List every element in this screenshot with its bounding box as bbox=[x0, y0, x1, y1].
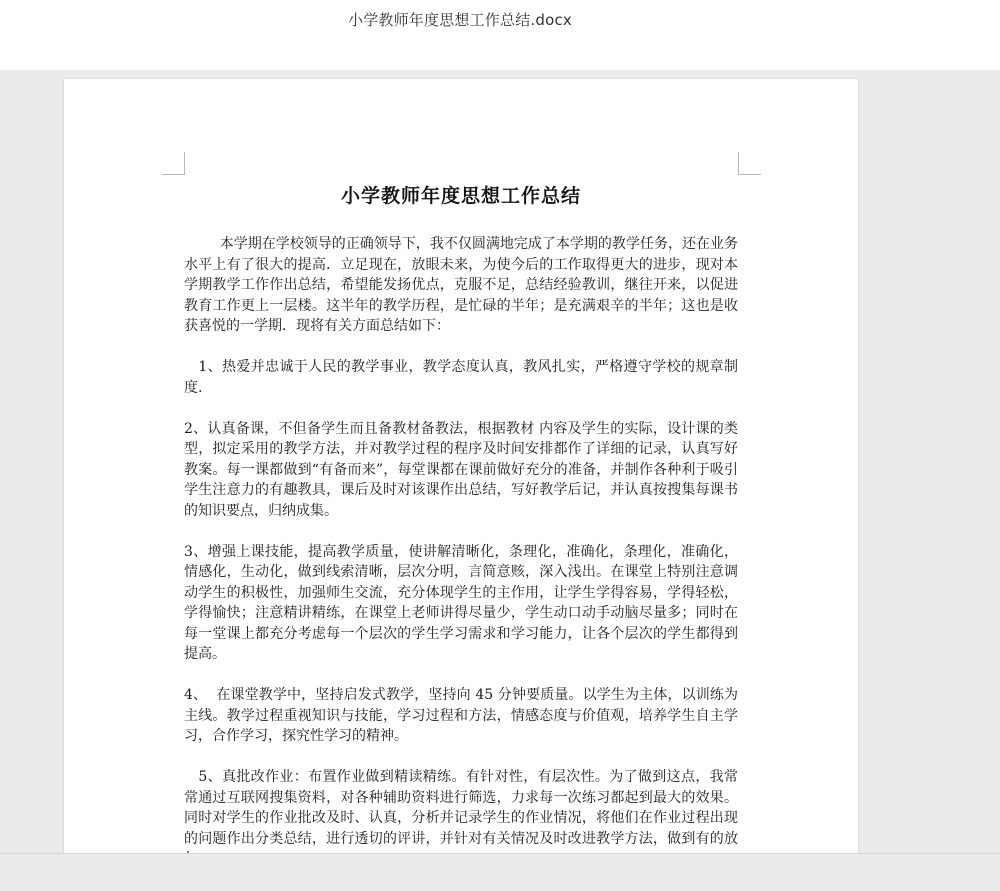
document-body bbox=[184, 234, 738, 890]
paragraph-intro: 本学期在学校领导的正确领导下，我不仅圆满地完成了本学期的教学任务，还在业务水平上有了很大的提高．立足现在，放眼未来，为使今后的工作取得更大的进步，现对本学期教学工作作出总结，希望能发扬优点，克服不足，总结经验教训，继往开来，以促进教育工作更上一层楼。这半年的教学历程，是忙碌的半年；是充满艰辛的半年；这也是收获喜悦的一学期．现将有关方面总结如下： bbox=[184, 236, 739, 334]
margin-corner-top-left bbox=[162, 152, 185, 175]
paragraph-item-2: 2、认真备课，不但备学生而且备教材备教法，根据教材 内容及学生的实际，设计课的类型，拟定采用的教学方法，并对教学过程的程序及时间安排都作了详细的记录，认真写好教案。每一课都做到“有备而来”，每堂课都在课前做好充分的准备，并制作各种利于吸引学生注意力的有趣教具，课后及时对该课作出总结，写好教学后记，并认真按搜集每课书的知识要点，归纳成集。 bbox=[184, 420, 738, 519]
document-viewer[interactable] bbox=[0, 70, 1000, 853]
title-bar bbox=[0, 0, 1000, 70]
file-name: 小学教师年度思想工作总结.docx bbox=[348, 11, 572, 29]
paragraph-item-1: 1、热爱并忠诚于人民的教学事业，教学态度认真，教风扎实，严格遵守学校的规章制度. bbox=[184, 359, 738, 396]
paragraph-item-4: 4、 在课堂教学中，坚持启发式教学，坚持向 45 分钟要质量。以学生为主体，以训练为主线。教学过程重视知识与技能，学习过程和方法，情感态度与价值观，培养学生自主学习，合作学习，探究性学习的精神。 bbox=[184, 687, 738, 744]
paragraph-item-3: 3、增强上课技能，提高教学质量，使讲解清晰化，条理化，准确化，条理化，准确化，情感化，生动化，做到线索清晰，层次分明，言简意赅，深入浅出。在课堂上特别注意调动学生的积极性，加强师生交流，充分体现学生的主作用，让学生学得容易，学得轻松，学得愉快；注意精讲精练，在课堂上老师讲得尽量少，学生动口动手动脑尽量多；同时在每一堂课上都充分考虑每一个层次的学生学习需求和学习能力，让各个层次的学生都得到提高。 bbox=[184, 543, 738, 662]
margin-corner-top-right bbox=[738, 152, 761, 175]
document-page[interactable] bbox=[64, 79, 858, 879]
paragraph-item-5: 5、真批改作业：布置作业做到精读精练。有针对性，有层次性。为了做到这点，我常常通过互联网搜集资料，对各种辅助资料进行筛选，力求每一次练习都起到最大的效果。同时对学生的作业批改及时、认真，分析并记录学生的作业情况，将他们在作业过程出现的问题作出分类总结，进行透切的评讲，并针对有关情况及时改进教学方法，做到有的放 bbox=[184, 769, 738, 847]
document-title: 小学教师年度思想工作总结 bbox=[340, 185, 581, 207]
bottom-bar bbox=[0, 853, 1000, 891]
